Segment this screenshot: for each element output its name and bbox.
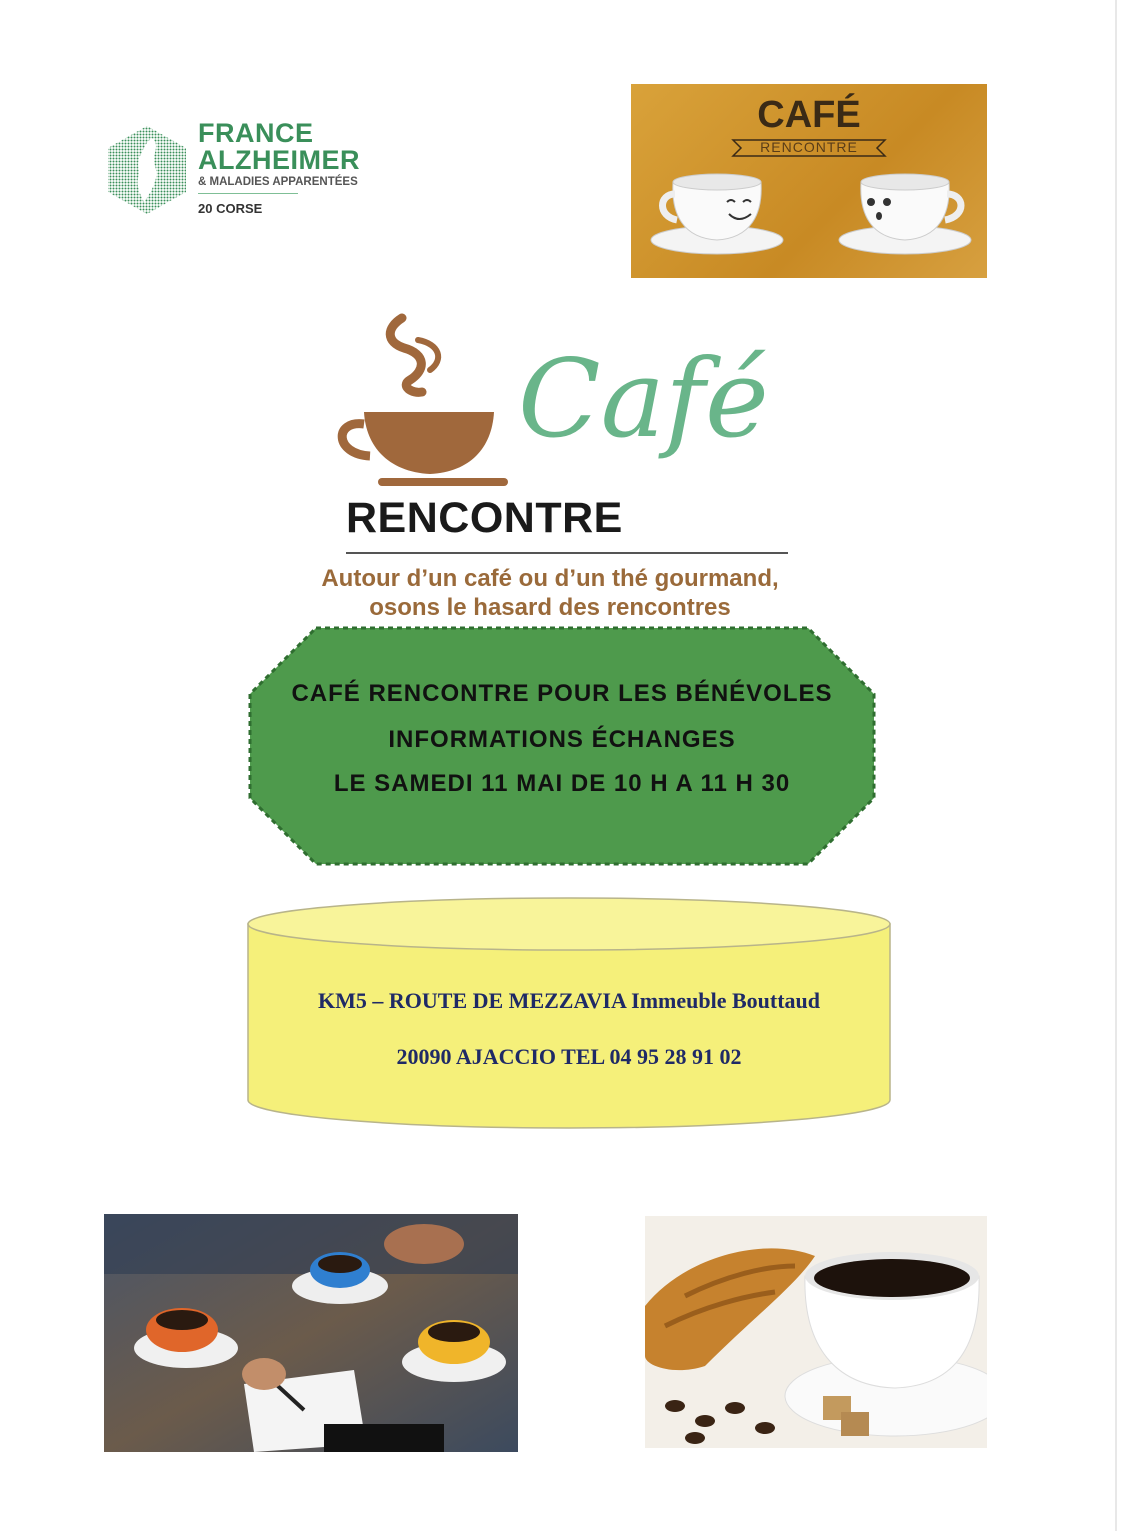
address-line-2: 20090 AJACCIO TEL 04 95 28 91 02	[396, 1044, 742, 1069]
france-alzheimer-logo	[106, 120, 396, 220]
event-line-1: CAFÉ RENCONTRE POUR LES BÉNÉVOLES	[291, 680, 833, 707]
logo-line-france: FRANCE	[198, 118, 314, 148]
event-line-2: INFORMATIONS ÉCHANGES	[388, 726, 736, 753]
cafe-rencontre-title-graphic	[330, 308, 800, 558]
title-underline	[346, 552, 788, 554]
event-line-3: LE SAMEDI 11 MAI DE 10 H A 11 H 30	[333, 770, 791, 797]
logo-department: 20 CORSE	[198, 201, 263, 216]
tagline-line-1: Autour d’un café ou d’un thé gourmand,	[321, 565, 779, 592]
tagline	[300, 564, 800, 622]
corsica-hexagon-icon	[106, 124, 188, 216]
coffee-cups-table-image	[104, 1214, 518, 1452]
address-line-1: KM5 – ROUTE DE MEZZAVIA Immeuble Bouttaud	[318, 988, 820, 1013]
logo-divider	[198, 193, 298, 194]
rencontre-title: RENCONTRE	[346, 494, 623, 542]
logo-line-alzheimer: ALZHEIMER	[198, 145, 360, 175]
card-title: CAFÉ	[757, 94, 861, 136]
cafe-script-title: Café	[518, 337, 769, 462]
page-edge	[1115, 0, 1117, 1531]
coffee-cup-steam-icon	[330, 308, 520, 498]
cafe-rencontre-card-image	[631, 84, 987, 278]
croissant-coffee-image	[645, 1216, 987, 1448]
croissant-coffee-photo	[645, 1216, 987, 1448]
logo-subline: & MALADIES APPARENTÉES	[198, 176, 358, 188]
coffee-meeting-photo	[104, 1214, 518, 1452]
tagline-line-2: osons le hasard des rencontres	[369, 594, 731, 621]
card-subtitle: RENCONTRE	[760, 139, 858, 155]
smiling-cups-icon	[631, 164, 987, 278]
